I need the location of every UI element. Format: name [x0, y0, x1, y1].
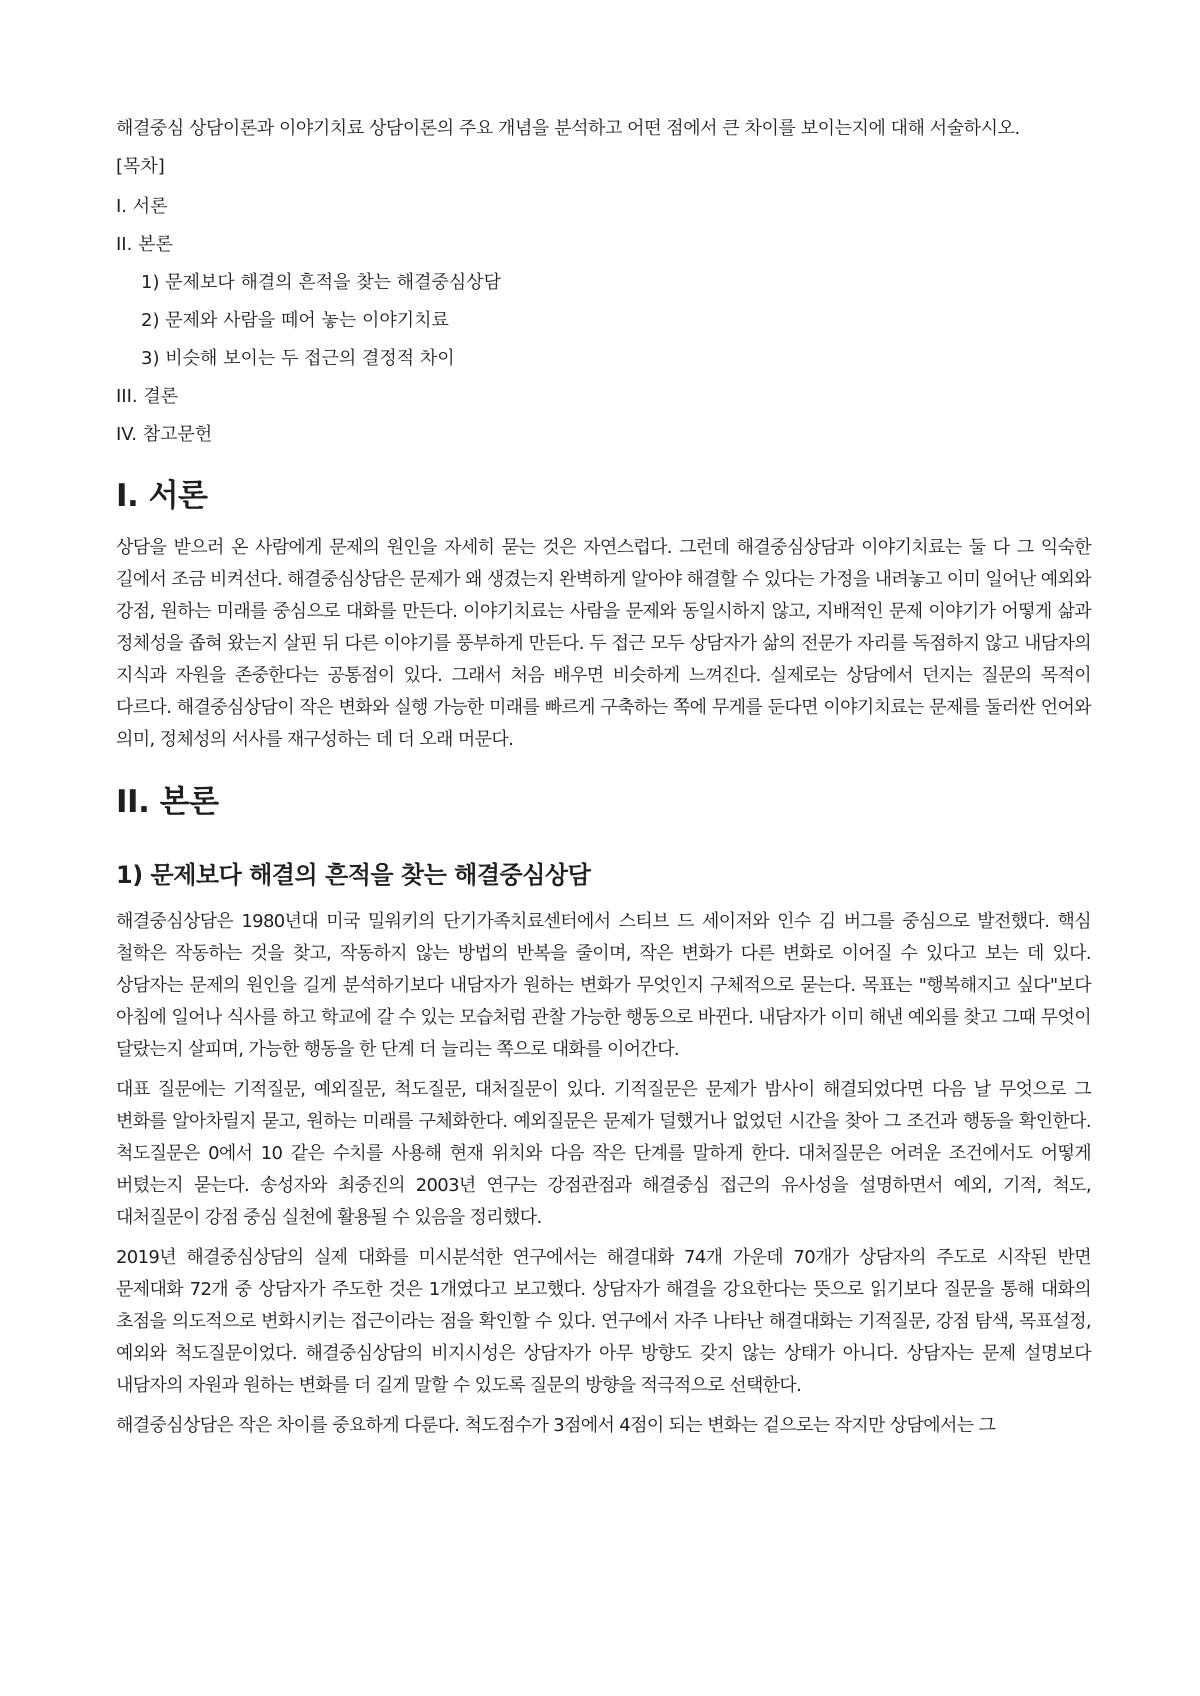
table-of-contents	[116, 192, 1091, 450]
intro-heading: I. 서론	[116, 478, 208, 514]
toc-item-references: IV. 참고문헌	[116, 424, 213, 445]
intro-paragraph: 상담을 받으러 온 사람에게 문제의 원인을 자세히 묻는 것은 자연스럽다. 그런데 해결중심상담과 이야기치료는 둘 다 그 익숙한 길에서 조금 비켜선다. 해결중심상담은 문제가 왜 생겼는지 완벽하게 알아야 해결할 수 있다는 가정을 내려놓고 이미 일어난 예외와 강점, 원하는 미래를 중심으로 대화를 만든다. 이야기치료는 사람을 문제와 동일시하지 않고, 지배적인 문제 이야기가 어떻게 삶과 정체성을 좁혀 왔는지 살핀 뒤 다른 이야기를 풍부하게 만든다. 두 접근 모두 상담자가 삶의 전문가 자리를 독점하지 않고 내담자의 지식과 자원을 존중한다는 공통점이 있다. 그래서 처음 배우면 비슷하게 느껴진다. 실제로는 상담에서 던지는 질문의 목적이 다르다. 해결중심상담이 작은 변화와 실행 가능한 미래를 빠르게 구축하는 쪽에 무게를 둔다면 이야기치료는 문제를 둘러싼 언어와 의미, 정체성의 서사를 재구성하는 데 더 오래 머문다.	[116, 537, 1091, 750]
body-sub1-heading: 1) 문제보다 해결의 흔적을 찾는 해결중심상담	[116, 861, 591, 889]
body-heading: II. 본론	[116, 784, 219, 820]
toc-item-conclusion: III. 결론	[116, 386, 179, 407]
toc-title: [목차]	[116, 156, 165, 177]
body-sub1-paragraph: 대표 질문에는 기적질문, 예외질문, 척도질문, 대처질문이 있다. 기적질문은 문제가 밤사이 해결되었다면 다음 날 무엇으로 그 변화를 알아차릴지 묻고, 원하는 미래를 구체화한다. 예외질문은 문제가 덜했거나 없었던 시간을 찾아 그 조건과 행동을 확인한다. 척도질문은 0에서 10 같은 수치를 사용해 현재 위치와 다음 작은 단계를 말하게 한다. 대처질문은 어려운 조건에서도 어떻게 버텼는지 묻는다. 송성자와 최중진의 2003년 연구는 강점관점과 해결중심 접근의 유사성을 설명하면서 예외, 기적, 척도, 대처질문이 강점 중심 실천에 활용될 수 있음을 정리했다.	[116, 1079, 1091, 1228]
document-page	[116, 114, 1091, 1450]
body-sub1-paragraph: 2019년 해결중심상담의 실제 대화를 미시분석한 연구에서는 해결대화 74개 가운데 70개가 상담자의 주도로 시작된 반면 문제대화 72개 중 상담자가 주도한 것은 1개였다고 보고했다. 상담자가 해결을 강요한다는 뜻으로 읽기보다 질문을 통해 대화의 초점을 의도적으로 변화시키는 접근이라는 점을 확인할 수 있다. 연구에서 자주 나타난 해결대화는 기적질문, 강점 탐색, 목표설정, 예외와 척도질문이었다. 해결중심상담의 비지시성은 상담자가 아무 방향도 갖지 않는 상태가 아니다. 상담자는 문제 설명보다 내담자의 자원과 원하는 변화를 더 길게 말할 수 있도록 질문의 방향을 적극적으로 선택한다.	[116, 1247, 1091, 1396]
toc-item-body-3: 3) 비슷해 보이는 두 접근의 결정적 차이	[141, 348, 455, 369]
body-sub1-paragraph: 해결중심상담은 작은 차이를 중요하게 다룬다. 척도점수가 3점에서 4점이 되는 변화는 겉으로는 작지만 상담에서는 그	[116, 1415, 996, 1436]
assignment-question: 해결중심 상담이론과 이야기치료 상담이론의 주요 개념을 분석하고 어떤 점에서 큰 차이를 보이는지에 대해 서술하시오.	[116, 118, 1020, 139]
body-sub1-paragraph: 해결중심상담은 1980년대 미국 밀워키의 단기가족치료센터에서 스티브 드 세이저와 인수 김 버그를 중심으로 발전했다. 핵심 철학은 작동하는 것을 찾고, 작동하지 않는 방법의 반복을 줄이며, 작은 변화가 다른 변화로 이어질 수 있다고 보는 데 있다. 상담자는 문제의 원인을 길게 분석하기보다 내담자가 원하는 변화가 무엇인지 구체적으로 묻는다. 목표는 "행복해지고 싶다"보다 아침에 일어나 식사를 하고 학교에 갈 수 있는 모습처럼 관찰 가능한 행동으로 바뀐다. 내담자가 이미 해낸 예외를 찾고 그때 무엇이 달랐는지 살피며, 가능한 행동을 한 단계 더 늘리는 쪽으로 대화를 이어간다.	[116, 911, 1091, 1060]
toc-item-body: II. 본론	[116, 234, 173, 255]
toc-item-intro: I. 서론	[116, 196, 168, 217]
toc-item-body-2: 2) 문제와 사람을 떼어 놓는 이야기치료	[141, 310, 449, 331]
toc-item-body-1: 1) 문제보다 해결의 흔적을 찾는 해결중심상담	[141, 272, 502, 293]
